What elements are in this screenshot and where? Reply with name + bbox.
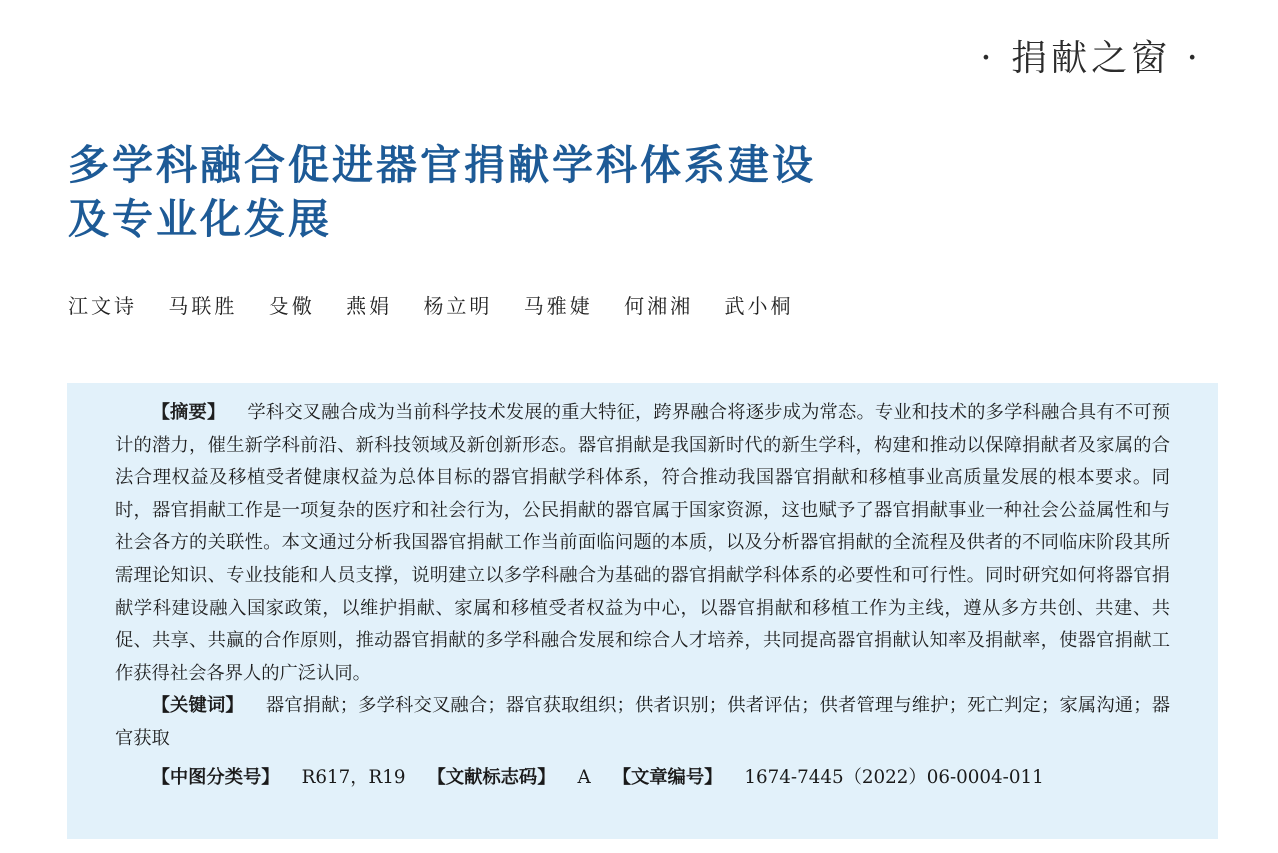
classification-line <box>115 758 1170 798</box>
clc-value: R617，R19 <box>301 766 406 788</box>
doc-code-value: A <box>577 766 591 788</box>
title-line-1: 多学科融合促进器官捐献学科体系建设 <box>68 141 816 189</box>
abstract-label: 【摘要】 <box>151 402 226 423</box>
article-no-value: 1674-7445（2022）06-0004-011 <box>744 766 1044 788</box>
keywords-paragraph <box>115 690 1170 755</box>
author-name: 武小桐 <box>724 294 794 318</box>
abstract-box <box>67 383 1218 839</box>
author-name: 殳儆 <box>268 294 315 318</box>
article-no-label: 【文章编号】 <box>612 766 723 788</box>
author-name: 江文诗 <box>68 294 137 318</box>
keywords-body: 器官捐献；多学科交叉融合；器官获取组织；供者识别；供者评估；供者管理与维护；死亡判定；家属沟通；器官获取 <box>115 695 1171 749</box>
column-tag: · 捐献之窗 · <box>980 38 1202 79</box>
article-title <box>68 138 968 246</box>
abstract-paragraph <box>115 397 1170 690</box>
author-name: 何湘湘 <box>624 294 694 318</box>
keywords-label: 【关键词】 <box>151 695 244 717</box>
author-name: 马雅婕 <box>523 294 593 318</box>
author-name: 燕娟 <box>346 294 393 318</box>
doc-code-label: 【文献标志码】 <box>427 766 556 788</box>
abstract-body: 学科交叉融合成为当前科学技术发展的重大特征，跨界融合将逐步成为常态。专业和技术的多学科融合具有不可预计的潜力，催生新学科前沿、新科技领域及新创新形态。器官捐献是我国新时代的新生学科，构建和推动以保障捐献者及家属的合法合理权益及移植受者健康权益为总体目标的器官捐献学科体系，符合推动我国器官捐献和移植事业高质量发展的根本要求。同时，器官捐献工作是一项复杂的医疗和社会行为，公民捐献的器官属于国家资源，这也赋予了器官捐献事业一种社会公益属性和与社会各方的关联性。本文通过分析我国器官捐献工作当前面临问题的本质，以及分析器官捐献的全流程及供者的不同临床阶段其所需理论知识、专业技能和人员支撑，说明建立以多学科融合为基础的器官捐献学科体系的必要性和可行性。同时研究如何将器官捐献学科建设融入国家政策，以维护捐献、家属和移植受者权益为中心，以器官捐献和移植工作为主线，遵从多方共创、共建、共促、共享、共赢的合作原则，推动器官捐献的多学科融合发展和综合人才培养，共同提高器官捐献认知率及捐献率，使器官捐献工作获得社会各界人的广泛认同。 <box>115 402 1171 684</box>
author-name: 杨立明 <box>423 294 493 318</box>
author-name: 马联胜 <box>168 294 238 318</box>
title-line-2: 及专业化发展 <box>68 195 332 243</box>
author-list <box>68 290 816 319</box>
clc-label: 【中图分类号】 <box>151 766 280 788</box>
